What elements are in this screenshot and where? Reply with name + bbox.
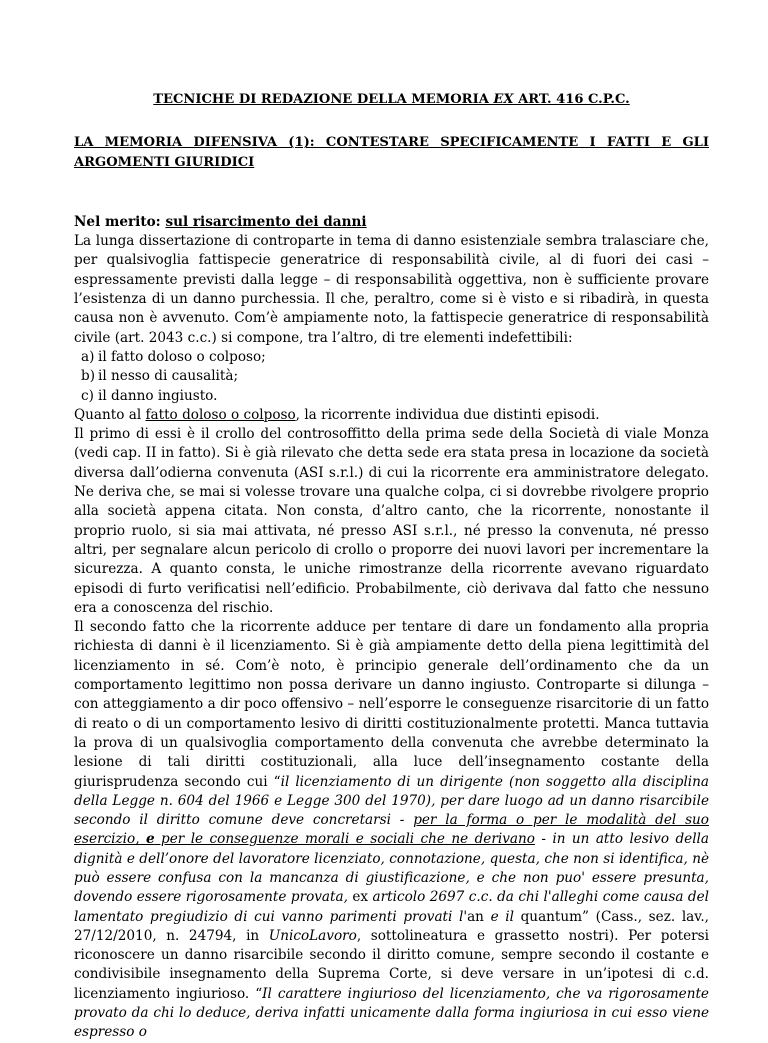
quote-quantum: quantum — [520, 908, 583, 925]
list-item — [74, 387, 709, 406]
paragraph-2-pre: Quanto al — [74, 406, 146, 423]
quote-text: e il — [483, 908, 521, 925]
paragraph-2-underlined: fatto doloso o colposo — [145, 406, 296, 423]
paragraph-2-post: , la ricorrente individua due distinti episodi. — [295, 406, 600, 423]
paragraph-4-text: Il secondo fatto che la ricorrente adduce per tentare di dare un fondamento alla propria richiesta di danni è il licenziamento. Si è già ampiamente detto della piena legittimità del licenziamento in sé. Com’è noto, è principio generale dell’ordinamento che da un comportamento legittimo non possa derivare un danno ingiusto. Controparte si dilunga – con atteggiamento a dir poco offensivo – nell’esporre le conseguenze risarcitorie di un fatto di reato o di un comportamento lesivo di diritti costituzionalmente protetti. Manca tuttavia la prova di un qualsivoglia comportamento della convenuta che avrebbe determinato la lesione di tali diritti costituzionali, alla luce dell’insegnamento costante della giurisprudenza secondo cui “ — [74, 619, 709, 790]
quote-text: il licenziamento di un dirigente (non soggetto alla disciplina della Legge n. 604 del 1966 e Legge 300 del 1970), per dare luogo ad un danno risarcibile secondo il diritto comune deve concretarsi - — [74, 773, 709, 829]
quote-text: articolo 2697 c.c. da chi l'alleghi come causa del lamentato pregiudizio di cui vanno parimenti provati l' — [74, 889, 709, 925]
paragraph-4 — [74, 618, 709, 1043]
paragraph-4-text: , sottolineatura e grassetto nostri). Per potersi riconoscere un danno risarcibile secondo il diritto comune, sempre secondo il costante e condivisibile insegnamento della Suprema Corte, si deve versare in un’ipotesi di c.d. licenziamento ingiurioso. “ — [74, 927, 709, 1002]
quote-text: Il carattere ingiurioso del licenziamento, che va rigorosamente provato da chi lo deduce, deriva infatti unicamente dalla forma ingiuriosa in cui esso viene espresso o — [74, 985, 709, 1041]
quote-underlined: per la forma o per le modalità del suo esercizio, — [74, 812, 709, 848]
list-item-text: il nesso di causalità; — [98, 368, 239, 385]
title-prefix: TECNICHE DI REDAZIONE DELLA MEMORIA — [153, 92, 494, 107]
quote-bold-e: e — [145, 831, 155, 848]
list-item — [74, 348, 709, 367]
list-item-text: il danno ingiusto. — [98, 387, 218, 404]
paragraph-2 — [74, 406, 709, 425]
citation-text: ” (Cass., sez. lav., 27/12/2010, n. 24794, in — [74, 908, 709, 944]
title-italic: EX — [493, 92, 514, 107]
section-title: LA MEMORIA DIFENSIVA (1): CONTESTARE SPECIFICAMENTE I FATTI E GLI ARGOMENTI GIURIDICI — [74, 135, 709, 170]
quote-an: an — [467, 908, 484, 925]
document-title — [74, 90, 709, 109]
list-item-text: il fatto doloso o colposo; — [98, 348, 266, 365]
merit-heading — [74, 213, 709, 232]
elements-list — [74, 348, 709, 406]
list-item-letter: b) — [81, 368, 96, 385]
title-suffix: ART. 416 C.P.C. — [513, 92, 630, 107]
list-item — [74, 367, 709, 386]
quote-underlined: per le conseguenze morali e sociali che ne derivano — [154, 831, 535, 848]
citation-source: UnicoLavoro — [268, 927, 357, 944]
plain-ex: ex — [347, 889, 373, 906]
paragraph-1: La lunga dissertazione di controparte in tema di danno esistenziale sembra tralasciare che, per qualsivoglia fattispecie generatrice di responsabilità civile, al di fuori dei casi – espressamente previsti dalla legge – di responsabilità oggettiva, non è sufficiente provare l’esistenza di un danno purchessia. Il che, peraltro, come si è visto e si ribadirà, in questa causa non è avvenuto. Com’è ampiamente noto, la fattispecie generatrice di responsabilità civile (art. 2043 c.c.) si compone, tra l’altro, di tre elementi indefettibili: — [74, 233, 709, 346]
merit-label: Nel merito: — [74, 213, 166, 230]
paragraph-3: Il primo di essi è il crollo del controsoffitto della prima sede della Società di viale Monza (vedi cap. II in fatto). Si è già rilevato che detta sede era stata presa in locazione da società diversa dall’odierna convenuta (ASI s.r.l.) di cui la ricorrente era amministratore delegato. Ne deriva che, se mai si volesse trovare una qualche colpa, ci si dovrebbe rivolgere proprio alla società appena citata. Non consta, d’altro canto, che la ricorrente, nonostante il proprio ruolo, si sia mai attivata, né presso ASI s.r.l., né presso la convenuta, né presso altri, per segnalare alcun pericolo di crollo o proporre dei nuovi lavori per incrementare la sicurezza. A quanto consta, le uniche rimostranze della ricorrente avevano riguardato episodi di furto verificatisi nell’edificio. Probabilmente, ciò derivava dal fatto che nessuno era a conoscenza del rischio. — [74, 426, 709, 616]
list-item-letter: a) — [81, 348, 95, 365]
quote-text: - in un atto lesivo della dignità e dell’onore del lavoratore licenziato, connotazione, questa, che non si identifica, nè può essere confusa con la mancanza di giustificazione, e che non puo' essere presunta, dovendo essere rigorosamente provata, — [74, 831, 709, 906]
list-item-letter: c) — [81, 387, 94, 404]
merit-topic: sul risarcimento dei danni — [165, 213, 367, 230]
